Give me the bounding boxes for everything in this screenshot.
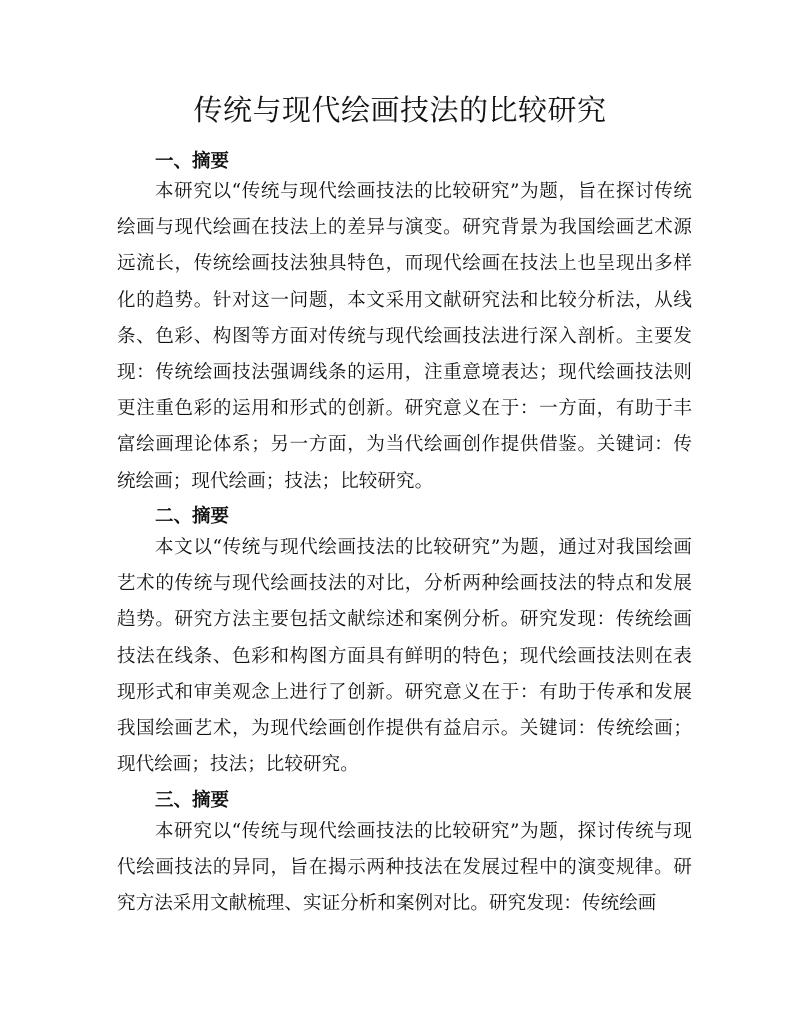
document-title: 传统与现代绘画技法的比较研究	[193, 93, 607, 127]
section-heading-2: 二、摘要	[155, 506, 230, 527]
section-body-1: 本研究以“传统与现代绘画技法的比较研究”为题，旨在探讨传统绘画与现代绘画在技法上的差异与演变。研究背景为我国绘画艺术源远流长，传统绘画技法独具特色，而现代绘画在技法上也呈现出多样化的趋势。针对这一问题，本文采用文献研究法和比较分析法，从线条、色彩、构图等方面对传统与现代绘画技法进行深入剖析。主要发现：传统绘画技法强调线条的运用，注重意境表达；现代绘画技法则更注重色彩的运用和形式的创新。研究意义在于：一方面，有助于丰富绘画理论体系；另一方面，为当代绘画创作提供借鉴。关键词：传统绘画；现代绘画；技法；比较研究。	[117, 181, 692, 492]
section-body-3: 本研究以“传统与现代绘画技法的比较研究”为题，探讨传统与现代绘画技法的异同，旨在揭示两种技法在发展过程中的演变规律。研究方法采用文献梳理、实证分析和案例对比。研究发现：传统绘画	[117, 821, 692, 915]
section-heading-3: 三、摘要	[155, 790, 230, 811]
section-body-2: 本文以“传统与现代绘画技法的比较研究”为题，通过对我国绘画艺术的传统与现代绘画技法的对比，分析两种绘画技法的特点和发展趋势。研究方法主要包括文献综述和案例分析。研究发现：传统绘画技法在线条、色彩和构图方面具有鲜明的特色；现代绘画技法则在表现形式和审美观念上进行了创新。研究意义在于：有助于传承和发展我国绘画艺术，为现代绘画创作提供有益启示。关键词：传统绘画；现代绘画；技法；比较研究。	[117, 537, 692, 776]
section-heading-1: 一、摘要	[155, 151, 230, 172]
